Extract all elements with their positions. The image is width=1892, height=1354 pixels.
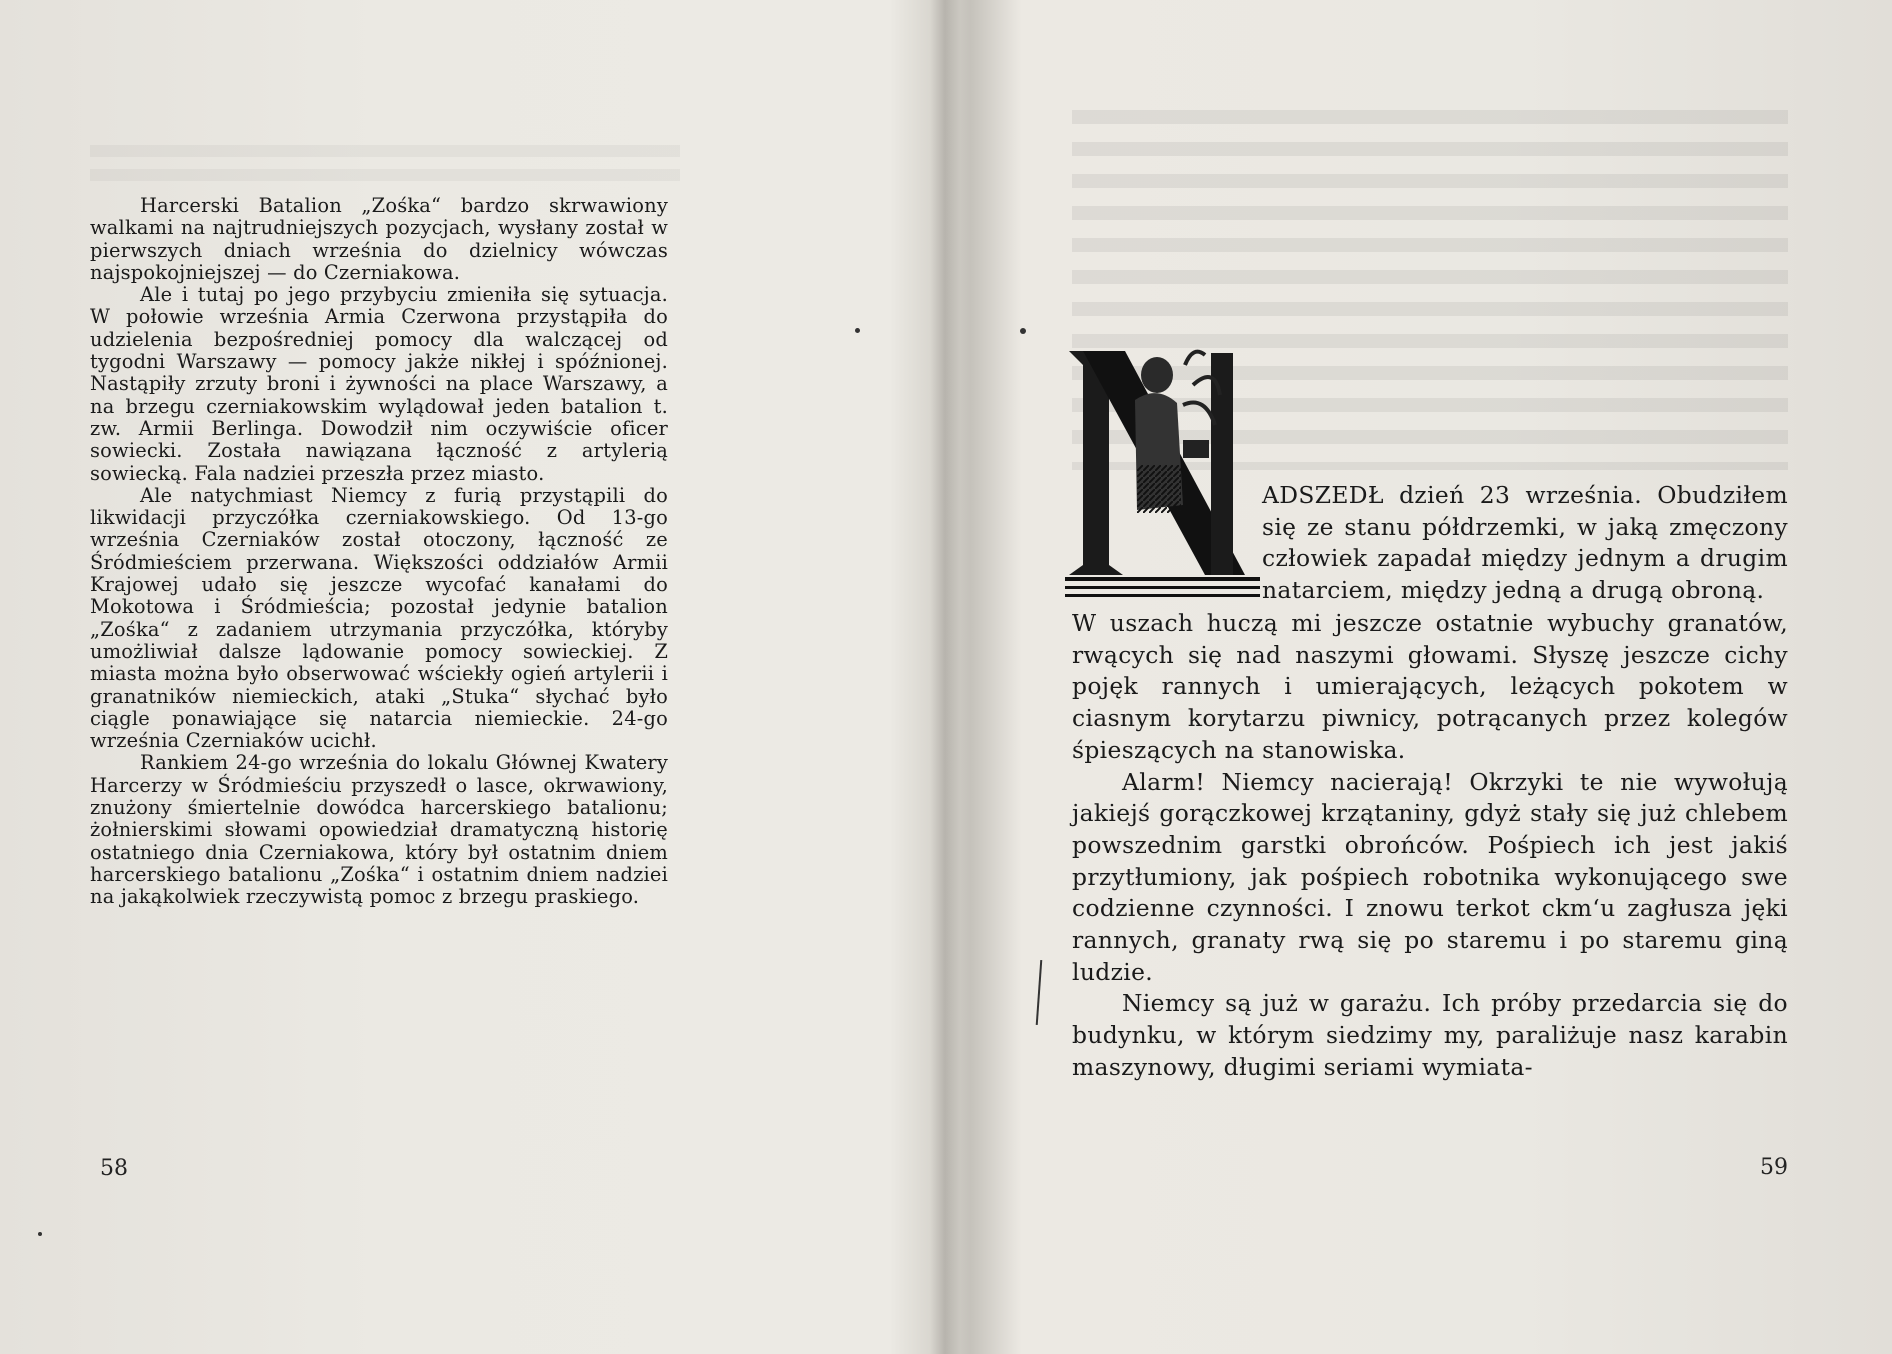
dropcap-letter: N: [1085, 385, 1086, 386]
paragraph: W uszach huczą mi jeszcze ostatnie wybuchy granatów, rwących się nad naszymi głowami. Słyszę jeszcze cichy pojęk rannych i umierających, leżących pokotem w ciasnym korytarzu piwnicy, potrącanych przez kolegów śpieszących na stanowiska.: [1072, 609, 1788, 764]
illuminated-dropcap: [1065, 345, 1260, 608]
paragraph: Rankiem 24-go września do lokalu Głównej Kwatery Harcerzy w Śródmieściu przyszedł o lasce, okrwawiony, znużony śmiertelnie dowódca harcerskiego batalionu; żołnierskimi słowami opowiedział dramatyczną historię ostatniego dnia Czerniakowa, który był ostatnim dniem harcerskiego batalionu „Zośka“ i ostatnim dniem nadziei na jakąkolwiek rzeczywistą pomoc z brzegu praskiego.: [90, 751, 668, 909]
paragraph: Ale i tutaj po jego przybyciu zmieniła się sytuacja. W połowie września Armia Czerwona przystąpiła do udzielenia bezpośredniej pomocy dla walczącej od tygodni Warszawy — pomocy jakże nikłej i spóźnionej. Nastąpiły zrzuty broni i żywności na place Warszawy, a na brzegu czerniakowskim wylądował jeden batalion t. zw. Armii Berlinga. Dowodził nim oczywiście oficer sowiecki. Została nawiązana łączność z artylerią sowiecką. Fala nadziei przeszła przez miasto.: [90, 283, 668, 485]
ink-dot: [38, 1232, 42, 1236]
paragraph: Alarm! Niemcy nacierają! Okrzyki te nie wywołują jakiejś gorączkowej krzątaniny, gdyż stały się już chlebem powszednim garstki obrońców. Pośpiech ich jest jakiś przytłumiony, jak pośpiech robotnika wykonującego swe codzienne czynności. I znowu terkot ckm‘u zagłusza jęki rannych, granaty rwą się po staremu i po staremu giną ludzie.: [1072, 767, 1788, 986]
paragraph: Harcerski Batalion „Zośka“ bardzo skrwawiony walkami na najtrudniejszych pozycjach, wysłany został w pierwszych dniach września do dzielnicy wówczas najspokojniejszej — do Czerniakowa.: [90, 194, 668, 284]
bleed-through-text: [90, 145, 680, 185]
paragraph: Ale natychmiast Niemcy z furią przystąpili do likwidacji przyczółka czerniakowskiego. Od 13-go września Czerniaków został otoczony, łączność ze Śródmieściem przerwana. Większości oddziałów Armii Krajowej udało się jeszcze wycofać kanałami do Mokotowa i Śródmieścia; pozostał jedynie batalion „Zośka“ z zadaniem utrzymania przyczółka, któryby umożliwiał dalsze lądowanie pomocy sowieckiej. Z miasta można było obserwować wściekły ogień artylerii i granatników niemieckich, ataki „Stuka“ słychać było ciągle ponawiające się natarcia niemieckie. 24-go września Czerniaków ucichł.: [90, 483, 668, 753]
ink-dot: [855, 328, 860, 333]
opening-lines: ADSZEDŁ dzień 23 września. Obudziłem się ze stanu półdrzemki, w jaką zmęczony człowiek zapadał między jednym a drugim natarciem, między jedną a drugą obroną.: [1262, 481, 1788, 605]
left-page-text: [90, 195, 668, 909]
page-number-left: 58: [100, 1156, 128, 1181]
paragraph: Niemcy są już w garażu. Ich próby przedarcia się do budynku, w którym siedzimy my, paraliżuje nasz karabin maszynowy, długimi seriami wymiata-: [1072, 989, 1788, 1081]
opening-paragraph: [1262, 480, 1788, 607]
ink-dot: [1020, 328, 1026, 334]
right-page-text: [1072, 608, 1788, 1084]
page-number-right: 59: [1760, 1155, 1788, 1180]
